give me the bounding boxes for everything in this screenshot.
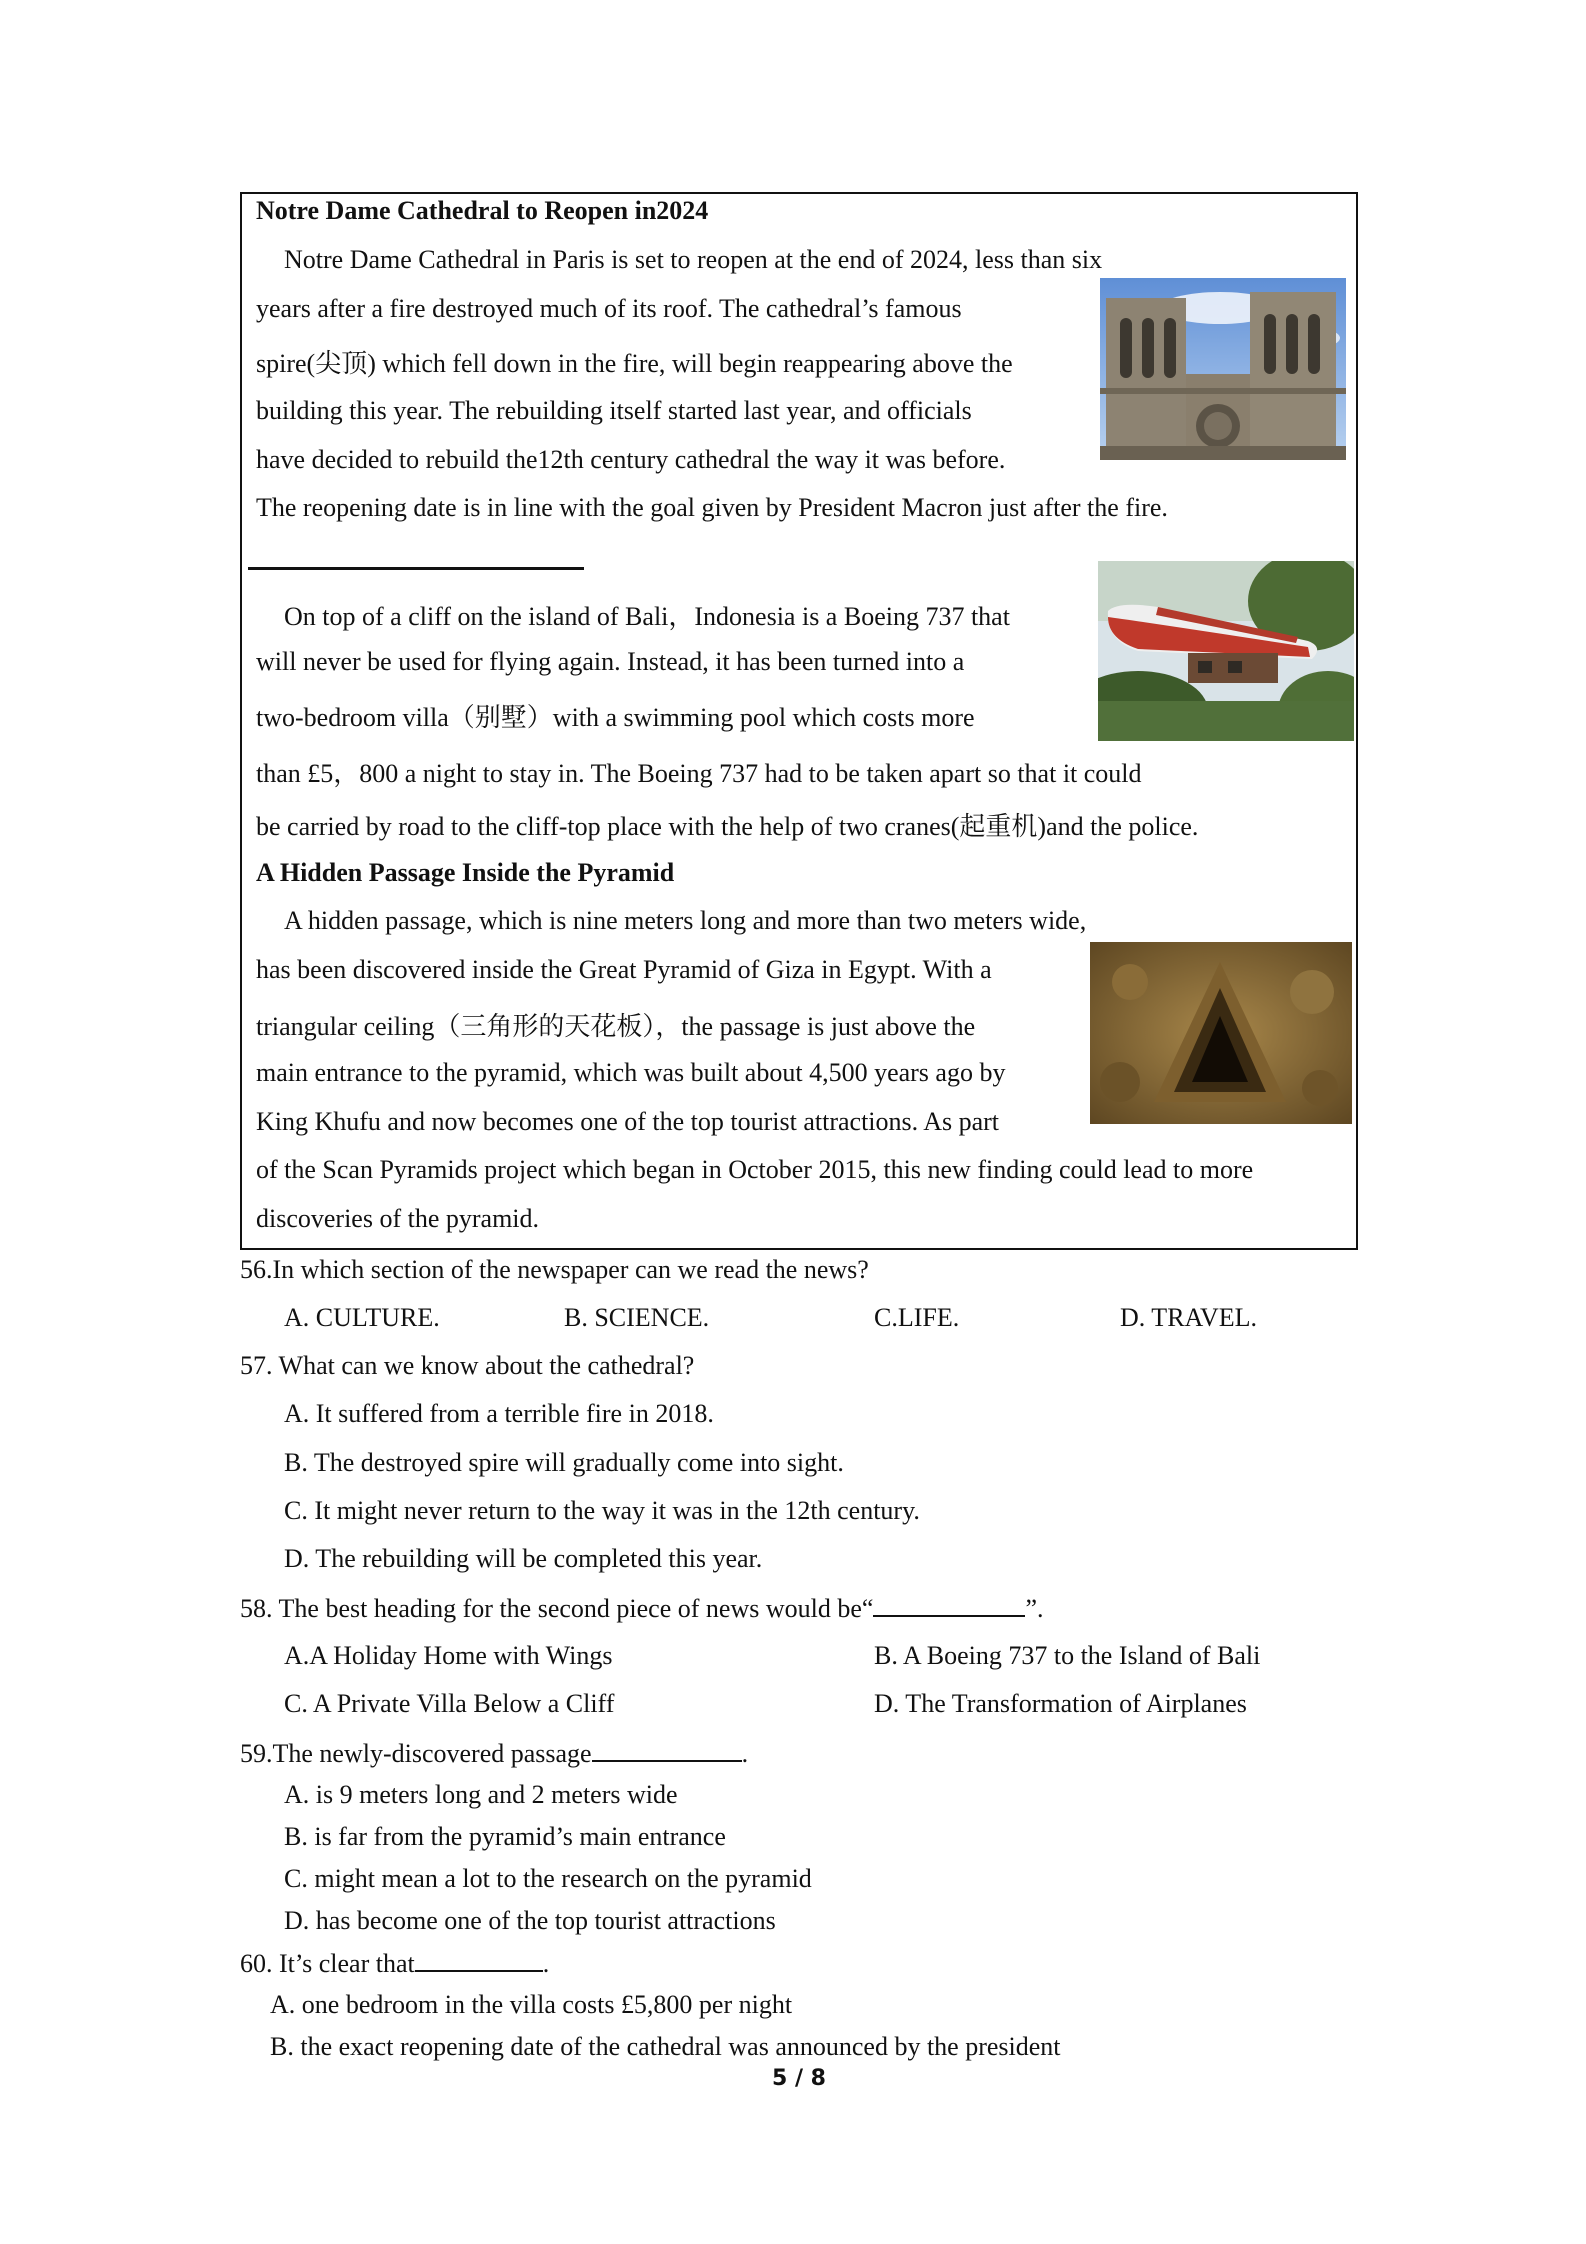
news1-line-3: spire(尖顶) which fell down in the fire, will begin reappearing above the (256, 349, 1013, 378)
news3-line-1: A hidden passage, which is nine meters long and more than two meters wide, (284, 906, 1087, 935)
q58-stem (240, 1593, 1043, 1624)
q60-option-b: B. the exact reopening date of the cathedral was announced by the president (270, 2032, 1061, 2061)
news1-line-1: Notre Dame Cathedral in Paris is set to reopen at the end of 2024, less than six (284, 245, 1103, 274)
q58-option-d: D. The Transformation of Airplanes (874, 1689, 1247, 1718)
q59-stem-after: . (741, 1739, 749, 1768)
news3-title: A Hidden Passage Inside the Pyramid (256, 858, 675, 887)
q60-option-a: A. one bedroom in the villa costs £5,800 per night (270, 1990, 793, 2019)
q57-option-c: C. It might never return to the way it was in the 12th century. (284, 1496, 920, 1525)
news1-line-2: years after a fire destroyed much of its roof. The cathedral’s famous (256, 294, 962, 323)
news3-line-3: triangular ceiling（三角形的天花板），the passage is just above the (256, 1012, 976, 1041)
news3-line-7: discoveries of the pyramid. (256, 1204, 540, 1233)
news3-line-5: King Khufu and now becomes one of the top tourist attractions. As part (256, 1107, 1000, 1136)
news3-line-4: main entrance to the pyramid, which was built about 4,500 years ago by (256, 1058, 1006, 1087)
q58-option-a: A.A Holiday Home with Wings (284, 1641, 613, 1670)
news2-title-blank (248, 567, 584, 570)
news2-line-1: On top of a cliff on the island of Bali，Indonesia is a Boeing 737 that (284, 602, 1010, 631)
q57-option-b: B. The destroyed spire will gradually come into sight. (284, 1448, 844, 1477)
q59-option-c: C. might mean a lot to the research on the pyramid (284, 1864, 812, 1893)
pyramid-passage-photo (1090, 942, 1352, 1124)
q60-answer-blank[interactable] (415, 1948, 543, 1972)
news1-line-6: The reopening date is in line with the goal given by President Macron just after the fire. (256, 493, 1168, 522)
news1-line-4: building this year. The rebuilding itself started last year, and officials (256, 396, 972, 425)
q58-option-b: B. A Boeing 737 to the Island of Bali (874, 1641, 1261, 1670)
q56-option-c: C.LIFE. (874, 1303, 960, 1332)
cathedral-photo (1100, 278, 1346, 460)
news2-line-5: be carried by road to the cliff-top place with the help of two cranes(起重机)and the police. (256, 812, 1199, 841)
q56-option-b: B. SCIENCE. (564, 1303, 710, 1332)
q59-option-b: B. is far from the pyramid’s main entrance (284, 1822, 726, 1851)
news1-line-5: have decided to rebuild the12th century cathedral the way it was before. (256, 445, 1006, 474)
q56-option-a: A. CULTURE. (284, 1303, 440, 1332)
q58-stem-before: 58. The best heading for the second piece of news would be“ (240, 1594, 874, 1623)
airplane-villa-photo (1098, 561, 1354, 741)
news2-line-2: will never be used for flying again. Instead, it has been turned into a (256, 647, 965, 676)
q59-stem-before: 59.The newly-discovered passage (240, 1739, 592, 1768)
q59-option-d: D. has become one of the top tourist attractions (284, 1906, 776, 1935)
q56-stem: 56.In which section of the newspaper can we read the news? (240, 1255, 869, 1284)
q60-stem (240, 1948, 549, 1979)
q58-option-c: C. A Private Villa Below a Cliff (284, 1689, 615, 1718)
q59-answer-blank[interactable] (592, 1738, 742, 1762)
page-number: 5 / 8 (772, 2066, 826, 2091)
q57-option-d: D. The rebuilding will be completed this year. (284, 1544, 763, 1573)
q60-stem-before: 60. It’s clear that (240, 1949, 415, 1978)
news3-line-6: of the Scan Pyramids project which began in October 2015, this new finding could lead to more (256, 1155, 1254, 1184)
q56-option-d: D. TRAVEL. (1120, 1303, 1257, 1332)
news3-line-2: has been discovered inside the Great Pyramid of Giza in Egypt. With a (256, 955, 992, 984)
news1-title: Notre Dame Cathedral to Reopen in2024 (256, 196, 709, 225)
q58-answer-blank[interactable] (873, 1593, 1025, 1617)
q57-option-a: A. It suffered from a terrible fire in 2018. (284, 1399, 714, 1428)
news2-line-3: two-bedroom villa（别墅）with a swimming pool which costs more (256, 703, 975, 732)
q59-option-a: A. is 9 meters long and 2 meters wide (284, 1780, 678, 1809)
q58-stem-after: ”. (1025, 1594, 1044, 1623)
news2-line-4: than £5，800 a night to stay in. The Boeing 737 had to be taken apart so that it could (256, 759, 1142, 788)
q59-stem (240, 1738, 748, 1769)
q60-stem-after: . (542, 1949, 550, 1978)
q57-stem: 57. What can we know about the cathedral? (240, 1351, 695, 1380)
